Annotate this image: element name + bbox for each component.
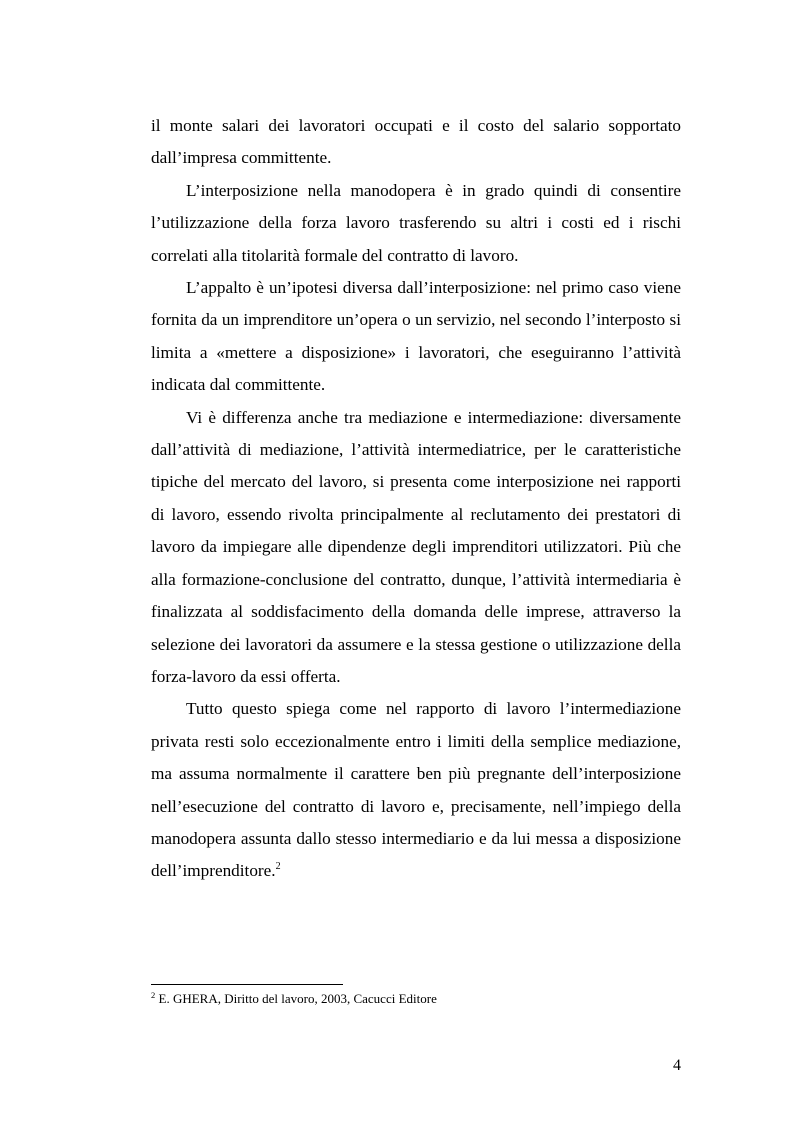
paragraph-5-text: Tutto questo spiega come nel rapporto di lavoro l’intermediazione privata resti solo eccezionalmente entro i limiti della semplice mediazione, ma assuma normalmente il carattere ben più pregnante dell’interposizione nell’esecuzione del contratto di lavoro e, precisamente, nell’impiego della manodopera assunta dallo stesso intermediario e da lui messa a disposizione dell’imprenditore.: [151, 699, 681, 881]
page-number: 4: [673, 1057, 681, 1074]
footnote-number: 2: [151, 990, 156, 1000]
body-text: [151, 110, 681, 888]
footnote-reference[interactable]: 2: [275, 861, 281, 873]
footnote: [151, 991, 681, 1007]
paragraph-5: [151, 693, 681, 887]
paragraph-3: L’appalto è un’ipotesi diversa dall’interposizione: nel primo caso viene fornita da un imprenditore un’opera o un servizio, nel secondo l’interposto si limita a «mettere a disposizione» i lavoratori, che eseguiranno l’attività indicata dal committente.: [151, 278, 681, 395]
paragraph-1: il monte salari dei lavoratori occupati e il costo del salario sopportato dall’impresa committente.: [151, 116, 681, 168]
paragraph-2: L’interposizione nella manodopera è in grado quindi di consentire l’utilizzazione della forza lavoro trasferendo su altri i costi ed i rischi correlati alla titolarità formale del contratto di lavoro.: [151, 180, 681, 265]
footnote-separator: [151, 984, 343, 985]
footnote-text: E. GHERA, Diritto del lavoro, 2003, Cacucci Editore: [155, 991, 437, 1006]
paragraph-4: Vi è differenza anche tra mediazione e intermediazione: diversamente dall’attività di mediazione, l’attività intermediatrice, per le caratteristiche tipiche del mercato del lavoro, si presenta come interposizione nei rapporti di lavoro, essendo rivolta principalmente al reclutamento dei prestatori di lavoro da impiegare alle dipendenze degli imprenditori utilizzatori. Più che alla formazione-conclusione del contratto, dunque, l’attività intermediaria è finalizzata al soddisfacimento della domanda delle imprese, attraverso la selezione dei lavoratori da assumere e la stessa gestione o utilizzazione della forza-lavoro da essi offerta.: [151, 407, 681, 686]
